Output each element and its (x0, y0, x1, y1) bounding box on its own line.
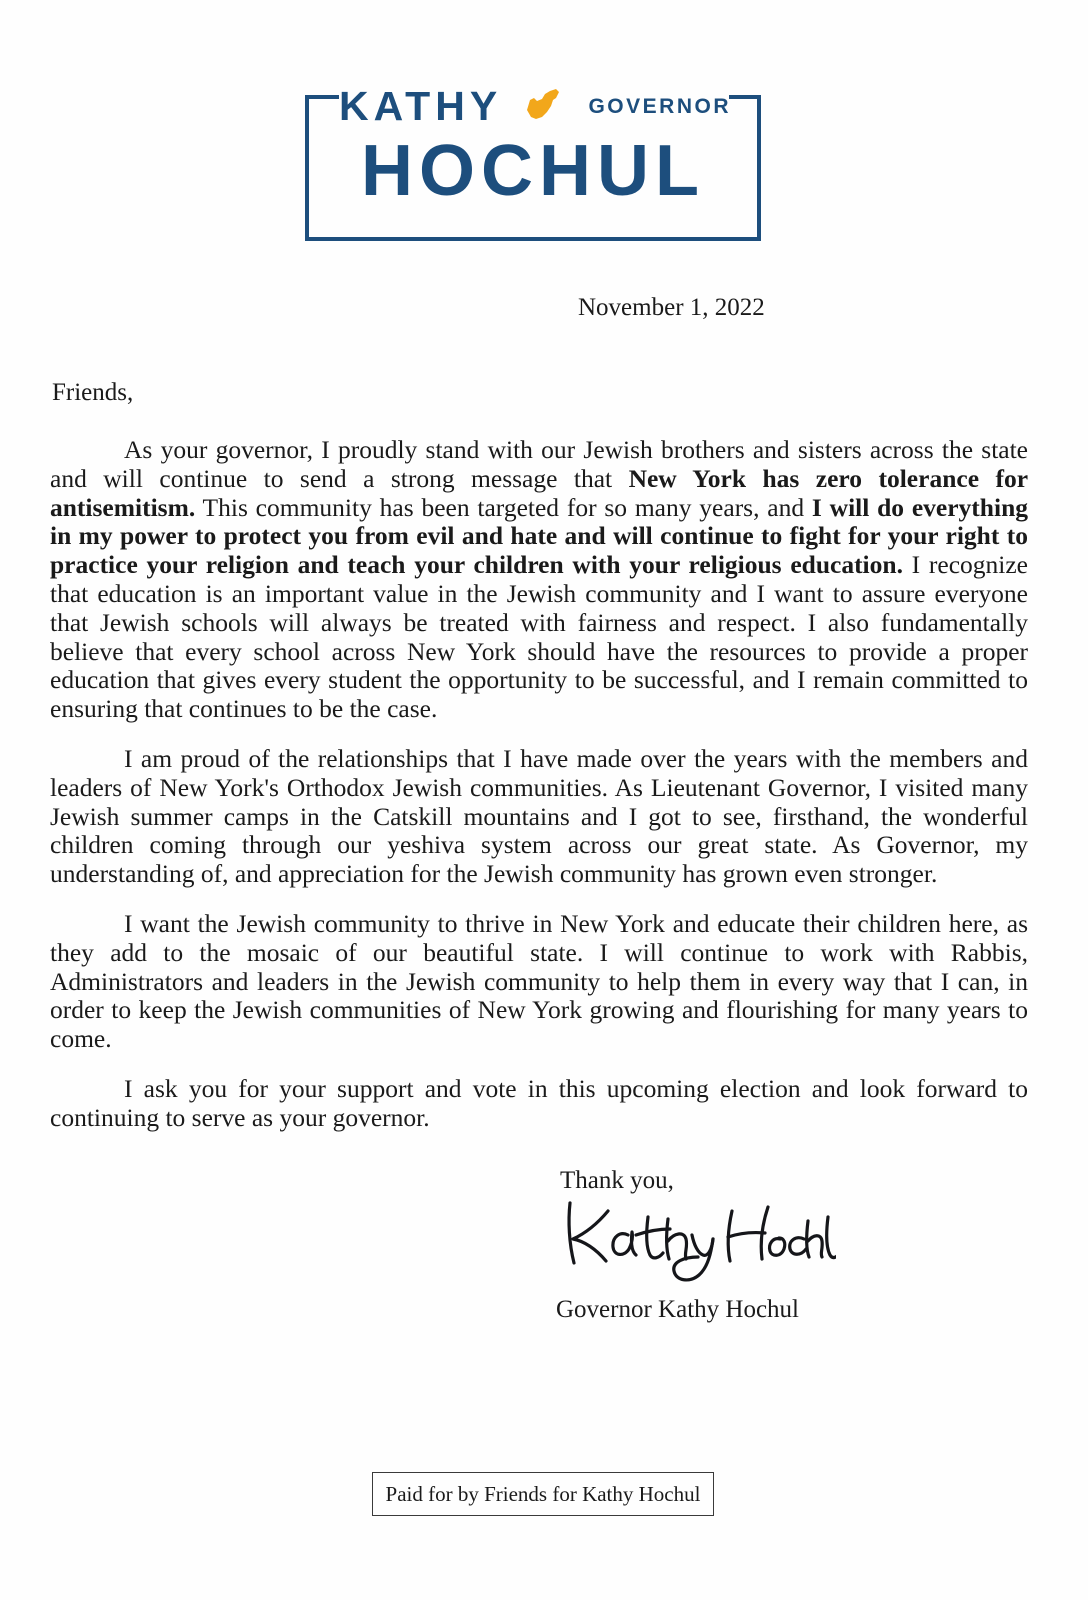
letter-body (50, 436, 1028, 1133)
body-text-run: I ask you for your support and vote in this upcoming election and look forward to continuing to serve as your governor. (50, 1073, 1028, 1132)
letter-closing: Thank you, (560, 1167, 674, 1194)
body-text-run: I want the Jewish community to thrive in New York and educate their children here, as they add to the mosaic of our beautiful state. I will continue to work with Rabbis, Administrators and leaders in the Jewish community to help them in every way that I can, in order to keep the Jewish communities of New York growing and flourishing for many years to come. (50, 908, 1028, 1054)
letter-paragraph (50, 1075, 1028, 1133)
disclaimer-text: Paid for by Friends for Kathy Hochul (385, 1481, 701, 1506)
letterhead-first-name: KATHY (339, 82, 503, 129)
letter-date: November 1, 2022 (578, 294, 765, 321)
letter-paragraph (50, 436, 1028, 724)
letterhead-top-row (339, 79, 731, 133)
signature-name: Governor Kathy Hochul (556, 1296, 799, 1323)
letterhead-last-name: HOCHUL (361, 131, 705, 211)
body-text-run: As your governor, I proudly stand with our Jewish brothers and sisters across the state and will continue to send a strong message that (50, 435, 1028, 493)
emphasis-text: New York has zero tolerance for antisemitism. (50, 463, 1029, 522)
new-york-state-outline-icon (523, 86, 563, 126)
emphasis-text: I will do everything in my power to protect you from evil and hate and will continue to fight for your right to practice your religion and teach your children with your religious education. (50, 492, 1029, 580)
letter-paragraph (50, 910, 1028, 1054)
body-text-run: This community has been targeted for so many years, and (195, 492, 812, 522)
handwritten-signature-icon (556, 1195, 836, 1290)
body-text-run: I recognize that education is an important value in the Jewish community and I want to assure everyone that Jewish schools will always be treated with fairness and respect. I also fundamentally believe that every school across New York should have the resources to provide a proper education that gives every student the opportunity to be successful, and I remain committed to ensuring that continues to be the case. (50, 550, 1028, 724)
letterhead (305, 82, 765, 245)
body-text-run: I am proud of the relationships that I have made over the years with the members and leaders of New York's Orthodox Jewish communities. As Lieutenant Governor, I visited many Jewish summer camps in the Catskill mountains and I got to see, firsthand, the wonderful children coming through our yeshiva system across our great state. As Governor, my understanding of, and appreciation for the Jewish community has grown even stronger. (50, 743, 1028, 889)
letterhead-title: GOVERNOR (588, 94, 731, 118)
paid-for-by-disclaimer (372, 1472, 714, 1516)
letter-paragraph (50, 745, 1028, 889)
letter-salutation: Friends, (52, 379, 134, 406)
